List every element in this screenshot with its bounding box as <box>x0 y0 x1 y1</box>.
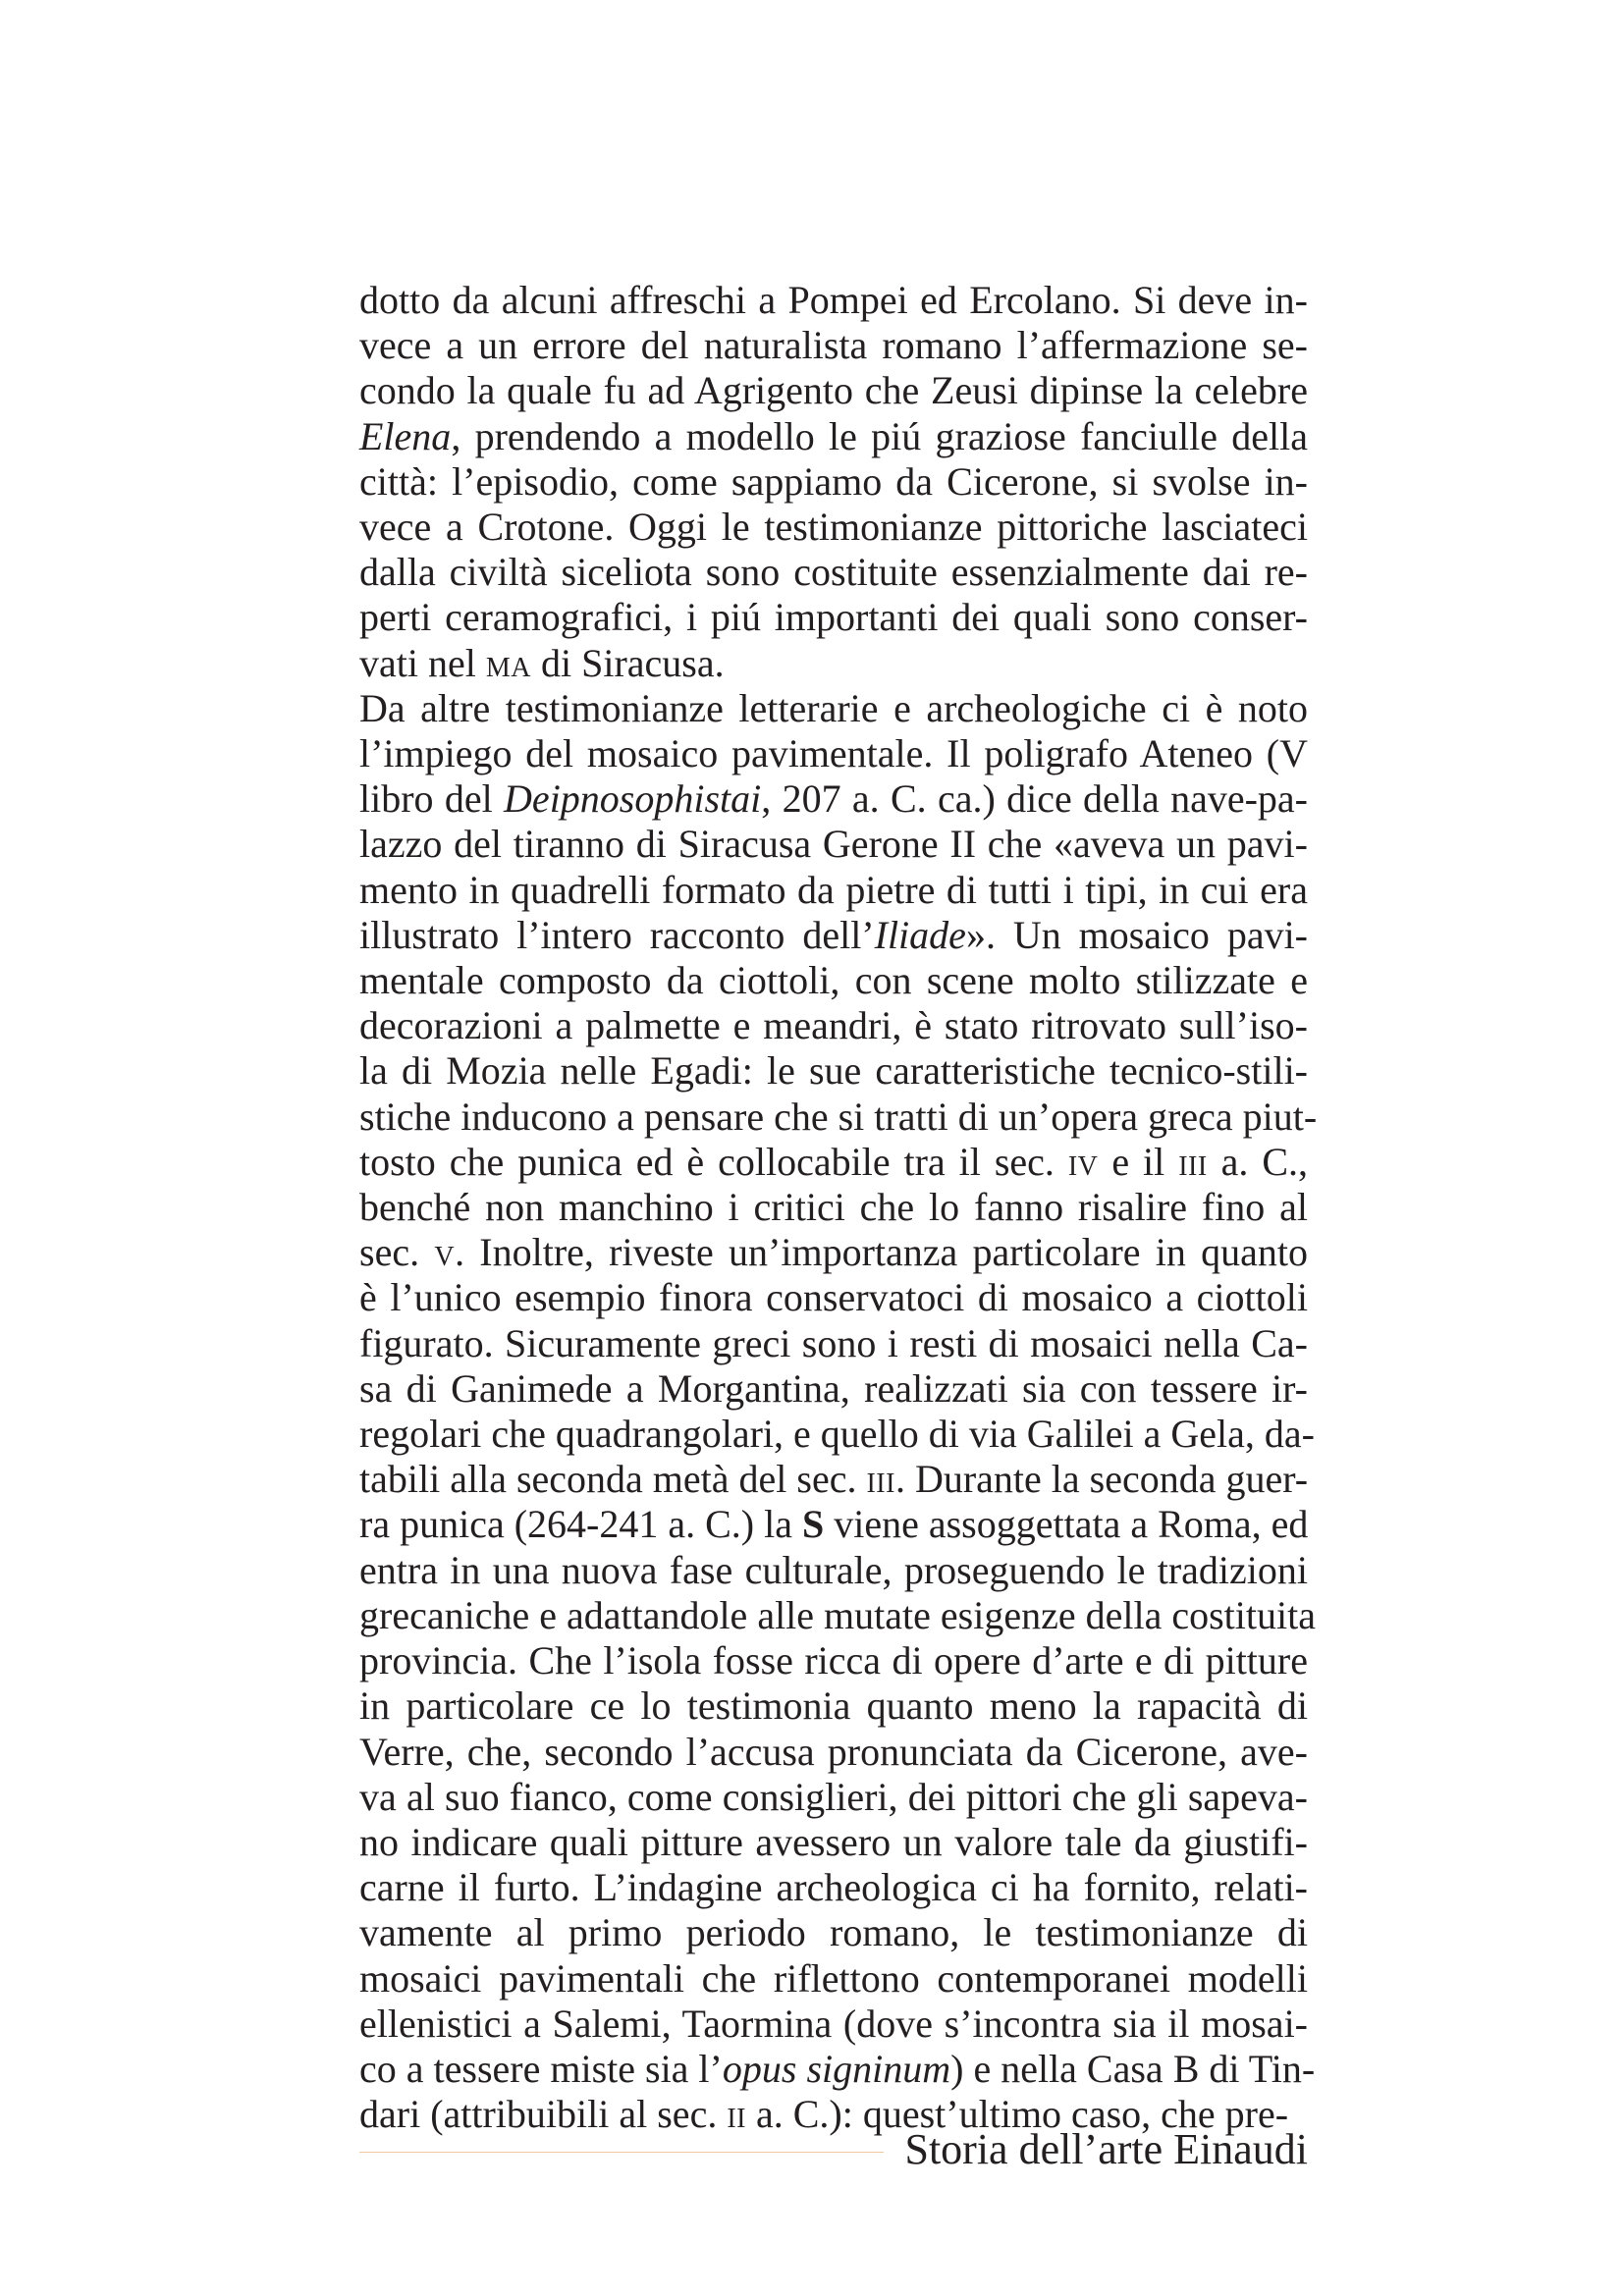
text-line <box>359 1275 1308 1320</box>
text-segment: , 207 a. C. ca.) dice della nave-pa- <box>761 776 1308 822</box>
text-line <box>359 2002 1308 2047</box>
text-line <box>359 1321 1308 1366</box>
text-segment: ii <box>727 2092 746 2137</box>
text-line <box>359 368 1308 413</box>
text-segment: l’impiego del mosaico pavimentale. Il poligrafo Ateneo (V <box>359 731 1308 776</box>
footer-rule <box>359 2152 884 2153</box>
text-line <box>359 1366 1308 1412</box>
text-segment: perti ceramografici, i piú importanti dei quali sono conser- <box>359 595 1308 640</box>
text-line <box>359 1775 1308 1820</box>
text-line <box>359 913 1308 958</box>
text-segment: va al suo fianco, come consiglieri, dei pittori che gli sapeva- <box>359 1774 1308 1819</box>
text-segment: è l’unico esempio finora conservatoci di mosaico a ciottoli <box>359 1275 1308 1320</box>
text-segment: mento in quadrelli formato da pietre di tutti i tipi, in cui era <box>359 867 1308 912</box>
text-segment: v <box>434 1230 456 1275</box>
text-line <box>359 1140 1308 1185</box>
text-line <box>359 1638 1308 1683</box>
text-segment: grecaniche e adattandole alle mutate esigenze della costituita <box>359 1592 1316 1637</box>
text-line <box>359 1457 1308 1502</box>
text-segment: sec. <box>359 1230 435 1275</box>
text-line <box>359 505 1308 550</box>
text-segment: vece a un errore del naturalista romano l’affermazione se- <box>359 323 1308 368</box>
text-line <box>359 1185 1308 1230</box>
text-segment: viene assoggettata a Roma, ed <box>824 1502 1309 1547</box>
text-segment: stiche inducono a pensare che si tratti di un’opera greca piut- <box>359 1094 1318 1139</box>
text-segment: co a tessere miste sia l’ <box>359 2046 723 2091</box>
text-segment: Da altre testimonianze letterarie e archeologiche ci è noto <box>359 685 1308 730</box>
text-line <box>359 776 1308 822</box>
text-segment: la di Mozia nelle Egadi: le sue caratteristiche tecnico-stili- <box>359 1048 1308 1094</box>
text-segment: regolari che quadrangolari, e quello di via Galilei a Gela, da- <box>359 1412 1315 1457</box>
text-segment: benché non manchino i critici che lo fanno risalire fino al <box>359 1185 1308 1230</box>
text-line <box>359 868 1308 913</box>
text-line <box>359 1683 1308 1729</box>
text-segment: e il <box>1098 1139 1179 1184</box>
text-line <box>359 731 1308 776</box>
text-segment: carne il furto. L’indagine archeologica ci ha fornito, relati- <box>359 1865 1308 1910</box>
text-line <box>359 1003 1308 1048</box>
text-segment: . Inoltre, riveste un’importanza particolare in quanto <box>455 1230 1308 1275</box>
text-segment: . Durante la seconda guer- <box>894 1457 1309 1502</box>
text-segment: Verre, che, secondo l’accusa pronunciata da Cicerone, ave- <box>359 1729 1308 1774</box>
text-line <box>359 1910 1308 1955</box>
text-segment: ) e nella Casa B di Tin- <box>950 2046 1316 2091</box>
text-segment: sa di Ganimede a Morgantina, realizzati sia con tessere ir- <box>359 1365 1308 1411</box>
text-segment: condo la quale fu ad Agrigento che Zeusi dipinse la celebre <box>359 368 1308 413</box>
text-line <box>359 1956 1308 2002</box>
text-line <box>359 1502 1308 1547</box>
text-segment: mentale composto da ciottoli, con scene molto stilizzate e <box>359 958 1308 1003</box>
text-segment: ma <box>485 640 531 685</box>
text-line <box>359 1230 1308 1275</box>
text-line <box>359 1548 1308 1593</box>
text-line <box>359 323 1308 368</box>
text-segment: ellenistici a Salemi, Taormina (dove s’incontra sia il mosai- <box>359 2001 1308 2046</box>
text-segment: vamente al primo periodo romano, le testimonianze di <box>359 1910 1308 1955</box>
text-segment: Iliade <box>874 912 966 957</box>
text-segment: in particolare ce lo testimonia quanto meno la rapacità di <box>359 1683 1308 1729</box>
text-line <box>359 822 1308 867</box>
text-line <box>359 1865 1308 1910</box>
text-segment: opus signinum <box>722 2046 951 2091</box>
text-line <box>359 1094 1318 1140</box>
text-line <box>359 686 1308 731</box>
text-line <box>359 1048 1308 1094</box>
text-line <box>359 1592 1316 1638</box>
text-segment: iii <box>866 1457 895 1502</box>
text-segment: tabili alla seconda metà del sec. <box>359 1457 867 1502</box>
text-line <box>359 1730 1308 1775</box>
text-line <box>359 958 1308 1003</box>
text-segment: S <box>801 1502 825 1547</box>
text-line <box>359 1820 1308 1865</box>
text-line <box>359 414 1308 459</box>
text-segment: di Siracusa. <box>530 640 725 685</box>
text-segment: no indicare quali pitture avessero un valore tale da giustifi- <box>359 1819 1308 1864</box>
text-segment: lazzo del tiranno di Siracusa Gerone II che «aveva un pavi- <box>359 822 1308 867</box>
text-segment: mosaici pavimentali che riflettono contemporanei modelli <box>359 1955 1308 2001</box>
text-line <box>359 550 1308 595</box>
text-segment: dari (attribuibili al sec. <box>359 2092 728 2137</box>
text-segment: dotto da alcuni affreschi a Pompei ed Ercolano. Si deve in- <box>359 278 1308 322</box>
text-segment: Elena <box>359 413 452 458</box>
text-line <box>359 278 1308 323</box>
text-segment: a. C., <box>1207 1139 1309 1184</box>
text-line <box>359 2046 1316 2092</box>
text-segment: dalla civiltà siceliota sono costituite essenzialmente dai re- <box>359 550 1308 595</box>
text-segment: decorazioni a palmette e meandri, è stato ritrovato sull’iso- <box>359 1003 1308 1048</box>
text-segment: tosto che punica ed è collocabile tra il sec. <box>359 1139 1068 1184</box>
text-segment: Deipnosophistai <box>504 776 762 822</box>
text-segment: iii <box>1178 1139 1208 1184</box>
text-segment: vati nel <box>359 640 486 685</box>
footer-title: Storia dell’arte Einaudi <box>904 2125 1308 2173</box>
text-line <box>359 1412 1315 1457</box>
text-segment: città: l’episodio, come sappiamo da Cicerone, si svolse in- <box>359 458 1308 504</box>
text-segment: , prendendo a modello le piú graziose fanciulle della <box>451 413 1308 458</box>
text-segment: iv <box>1067 1139 1099 1184</box>
text-line <box>359 641 1308 686</box>
text-segment: entra in una nuova fase culturale, proseguendo le tradizioni <box>359 1547 1308 1592</box>
text-segment: a. C.): quest’ultimo caso, che pre- <box>745 2092 1289 2137</box>
text-segment: libro del <box>359 776 505 822</box>
text-segment: provincia. Che l’isola fosse ricca di opere d’arte e di pitture <box>359 1638 1308 1683</box>
text-line <box>359 595 1308 640</box>
body-text <box>359 278 1318 2137</box>
text-line <box>359 459 1308 505</box>
text-segment: ». Un mosaico pavi- <box>965 912 1308 957</box>
text-segment: ra punica (264-241 a. C.) la <box>359 1502 802 1547</box>
text-segment: figurato. Sicuramente greci sono i resti di mosaici nella Ca- <box>359 1320 1308 1365</box>
text-segment: illustrato l’intero racconto dell’ <box>359 912 875 957</box>
text-segment: vece a Crotone. Oggi le testimonianze pittoriche lasciateci <box>359 505 1308 550</box>
